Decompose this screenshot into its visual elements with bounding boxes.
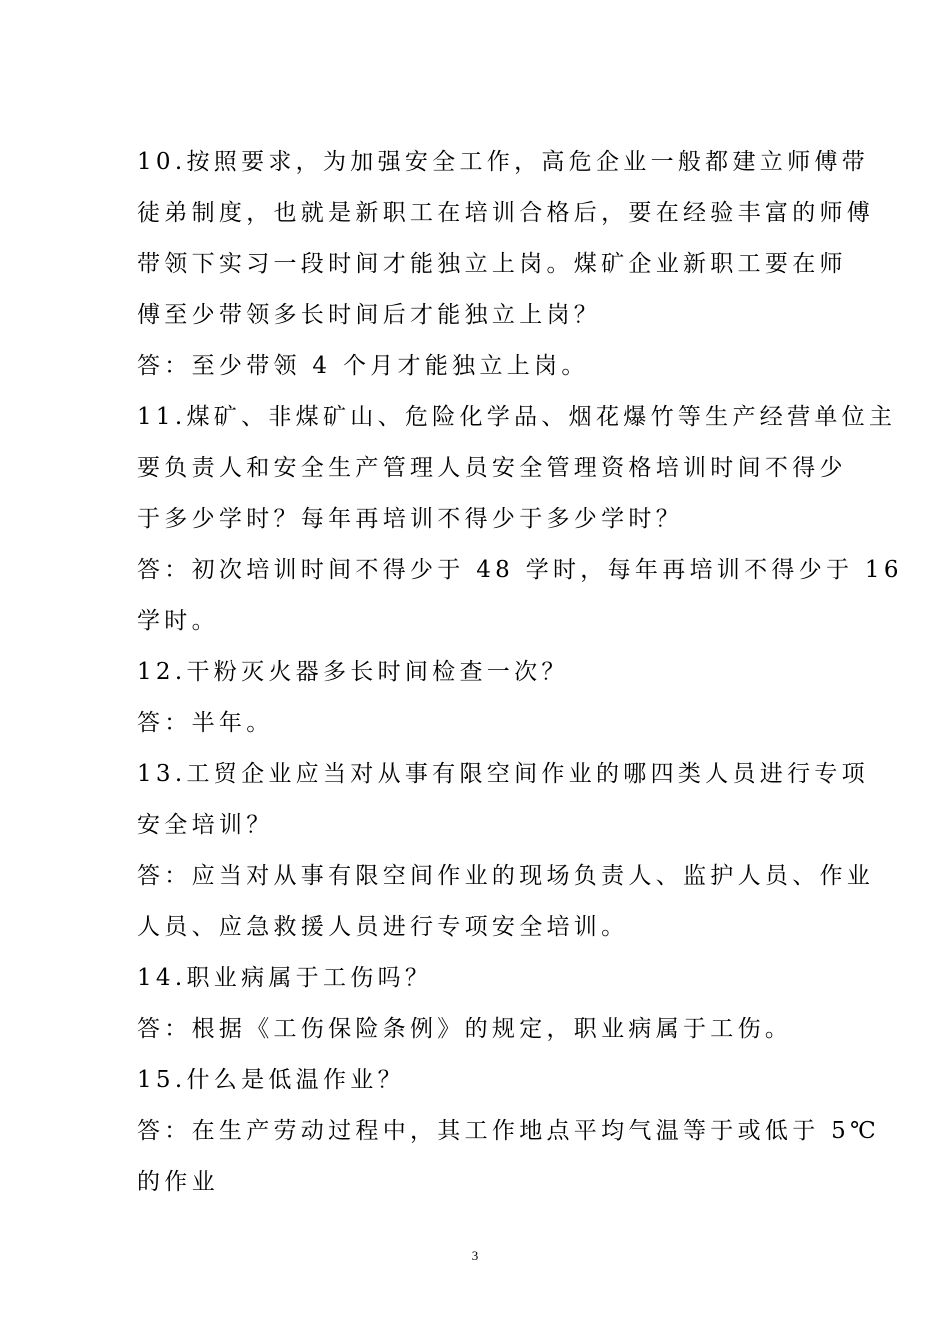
question-11-line-2: 要负责人和安全生产管理人员安全管理资格培训时间不得少 [137, 455, 847, 481]
document-body [137, 137, 903, 1208]
answer-13-line-1: 答：应当对从事有限空间作业的现场负责人、监护人员、作业 [137, 863, 875, 889]
question-10-line-3: 带领下实习一段时间才能独立上岗。煤矿企业新职工要在师 [137, 251, 847, 277]
answer-10: 答：至少带领 4 个月才能独立上岗。 [137, 353, 589, 379]
page-number: 3 [471, 1248, 479, 1263]
question-12: 12.干粉灭火器多长时间检查一次？ [137, 659, 569, 685]
answer-11-line-1: 答：初次培训时间不得少于 48 学时，每年再培训不得少于 16 [137, 557, 903, 583]
question-11-line-1: 11.煤矿、非煤矿山、危险化学品、烟花爆竹等生产经营单位主 [137, 404, 897, 430]
question-10-line-1: 10.按照要求，为加强安全工作，高危企业一般都建立师傅带 [137, 149, 869, 175]
answer-13-line-2: 人员、应急救援人员进行专项安全培训。 [137, 914, 629, 940]
question-15: 15.什么是低温作业？ [137, 1067, 405, 1093]
question-13-line-2: 安全培训？ [137, 812, 274, 838]
question-14: 14.职业病属于工伤吗？ [137, 965, 433, 991]
answer-15-line-1: 答：在生产劳动过程中，其工作地点平均气温等于或低于 5℃ [137, 1118, 881, 1144]
answer-15-line-2: 的作业 [137, 1169, 219, 1195]
answer-14: 答：根据《工伤保险条例》的规定，职业病属于工伤。 [137, 1016, 793, 1042]
question-10-line-2: 徒弟制度，也就是新职工在培训合格后，要在经验丰富的师傅 [137, 200, 875, 226]
question-13-line-1: 13.工贸企业应当对从事有限空间作业的哪四类人员进行专项 [137, 761, 869, 787]
question-11-line-3: 于多少学时？每年再培训不得少于多少学时？ [137, 506, 683, 532]
answer-11-line-2: 学时。 [137, 608, 219, 634]
question-10-line-4: 傅至少带领多长时间后才能独立上岗？ [137, 302, 602, 328]
answer-12: 答：半年。 [137, 710, 274, 736]
